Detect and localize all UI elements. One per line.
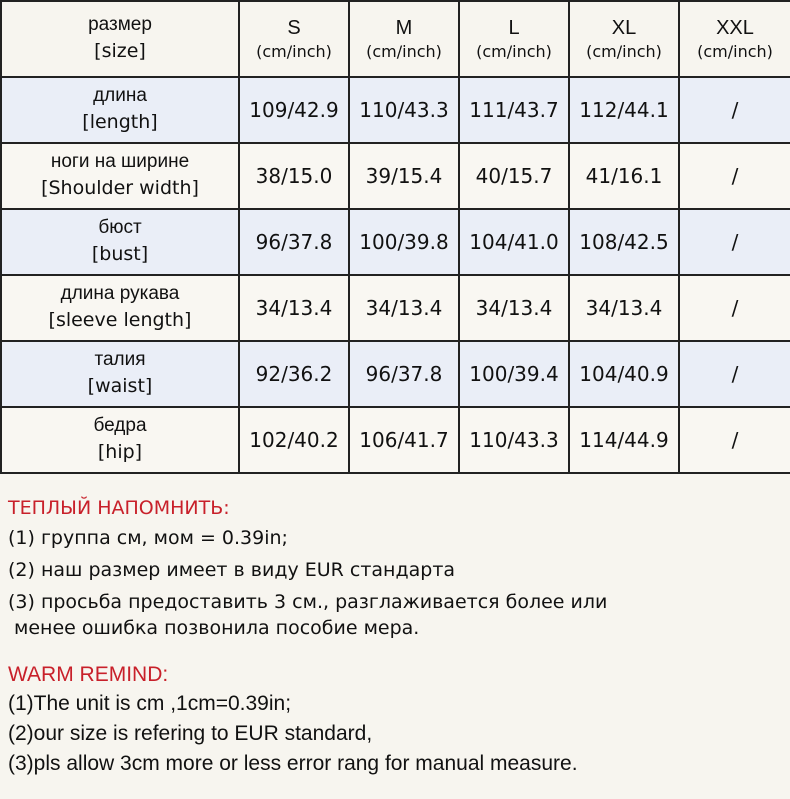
table-cell: 96/37.8	[349, 341, 459, 407]
table-cell: /	[679, 341, 790, 407]
row-label-en: [waist]	[87, 375, 153, 397]
table-row-sleeve-length	[1, 275, 790, 341]
note-line: (2) наш размер имеет в виду EUR стандарта	[8, 559, 456, 581]
table-cell: 96/37.8	[239, 209, 349, 275]
size-label-ru: размер	[88, 14, 152, 35]
table-cell: 104/41.0	[459, 209, 569, 275]
table-cell: /	[679, 143, 790, 209]
row-label-ru: длина	[93, 85, 147, 106]
size-name: M	[395, 17, 413, 39]
note-line: менее ошибка позвонила пособие мера.	[14, 617, 420, 639]
table-cell: 109/42.9	[239, 77, 349, 143]
table-cell: 34/13.4	[459, 275, 569, 341]
table-cell: 38/15.0	[239, 143, 349, 209]
row-label-en: [bust]	[91, 243, 149, 265]
row-label-ru: бедра	[93, 415, 147, 436]
table-cell: 106/41.7	[349, 407, 459, 473]
table-header-row	[1, 1, 790, 77]
note-line: (2)our size is refering to EUR standard,	[8, 722, 373, 745]
size-name: XXL	[716, 17, 754, 39]
table-cell: 110/43.3	[459, 407, 569, 473]
size-unit: (cm/inch)	[697, 42, 773, 61]
row-label-en: [sleeve length]	[48, 309, 192, 331]
table-cell: /	[679, 275, 790, 341]
table-row-bust	[1, 209, 790, 275]
size-header-xl	[569, 1, 679, 77]
size-unit: (cm/inch)	[366, 42, 442, 61]
size-unit: (cm/inch)	[256, 42, 332, 61]
size-header-s	[239, 1, 349, 77]
table-cell: /	[679, 77, 790, 143]
size-label-en: [size]	[94, 40, 146, 62]
row-label	[1, 77, 239, 143]
size-name: XL	[611, 17, 637, 39]
table-row-waist	[1, 341, 790, 407]
row-label-en: [Shoulder width]	[41, 177, 199, 199]
row-label-ru: длина рукава	[60, 283, 180, 304]
table-cell: 92/36.2	[239, 341, 349, 407]
row-label	[1, 407, 239, 473]
warm-remind-en-title: WARM REMIND:	[8, 663, 169, 686]
note-line: (1) группа см, мом = 0.39in;	[8, 527, 288, 549]
size-name: S	[287, 17, 301, 39]
note-line: (1)The unit is cm ,1cm=0.39in;	[8, 692, 292, 715]
table-cell: 102/40.2	[239, 407, 349, 473]
row-label-en: [length]	[82, 111, 158, 133]
size-label-cell	[1, 1, 239, 77]
table-cell: 111/43.7	[459, 77, 569, 143]
row-label-en: [hip]	[97, 441, 143, 463]
size-unit: (cm/inch)	[476, 42, 552, 61]
warm-remind-ru	[8, 497, 607, 641]
row-label-ru: ноги на ширине	[50, 151, 190, 172]
size-name: L	[508, 17, 520, 39]
note-line: (3)pls allow 3cm more or less error rang for manual measure.	[8, 752, 578, 775]
row-label-ru: бюст	[98, 217, 142, 238]
row-label-ru: талия	[94, 349, 146, 370]
size-header-xxl	[679, 1, 790, 77]
table-cell: 34/13.4	[239, 275, 349, 341]
table-cell: 100/39.8	[349, 209, 459, 275]
table-cell: 34/13.4	[569, 275, 679, 341]
table-cell: 100/39.4	[459, 341, 569, 407]
row-label	[1, 209, 239, 275]
table-cell: 39/15.4	[349, 143, 459, 209]
table-cell: /	[679, 407, 790, 473]
row-label	[1, 143, 239, 209]
table-row-shoulder-width	[1, 143, 790, 209]
table-cell: 104/40.9	[569, 341, 679, 407]
row-label	[1, 275, 239, 341]
size-header-l	[459, 1, 569, 77]
row-label	[1, 341, 239, 407]
table-cell: 34/13.4	[349, 275, 459, 341]
warm-remind-ru-title: ТЕПЛЫЙ НАПОМНИТЬ:	[8, 497, 230, 519]
warm-remind-en	[8, 663, 578, 777]
note-line: (3) просьба предоставить 3 см., разглаживается более или	[8, 591, 608, 613]
table-cell: 41/16.1	[569, 143, 679, 209]
table-row-hip	[1, 407, 790, 473]
table-cell: /	[679, 209, 790, 275]
size-unit: (cm/inch)	[586, 42, 662, 61]
table-cell: 40/15.7	[459, 143, 569, 209]
table-cell: 114/44.9	[569, 407, 679, 473]
table-cell: 108/42.5	[569, 209, 679, 275]
size-header-m	[349, 1, 459, 77]
table-cell: 110/43.3	[349, 77, 459, 143]
table-row-length	[1, 77, 790, 143]
table-cell: 112/44.1	[569, 77, 679, 143]
